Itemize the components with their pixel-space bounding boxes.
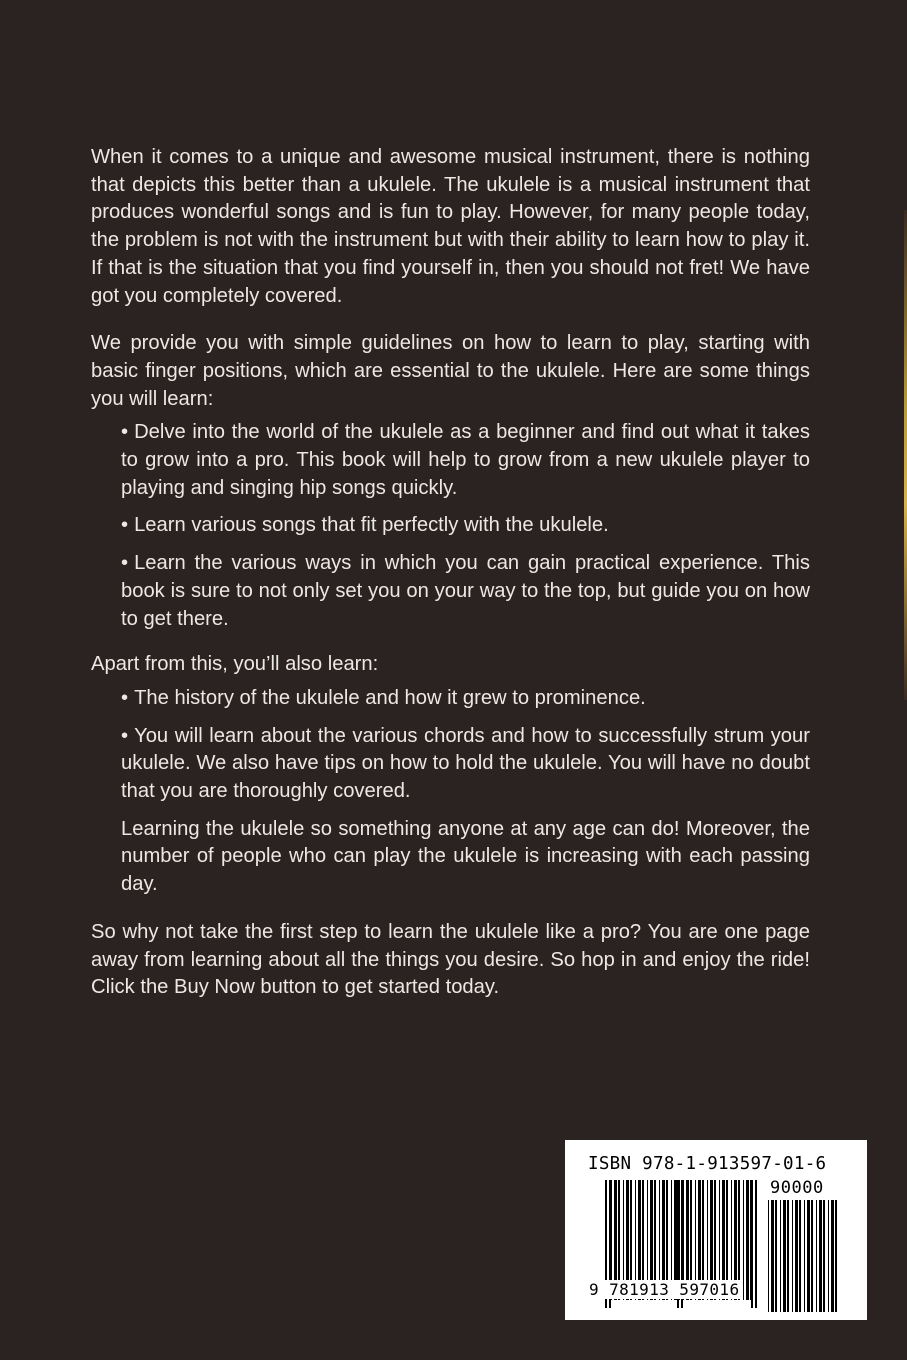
back-cover-description (91, 144, 810, 1002)
bullet-icon: • (121, 421, 129, 444)
list-item: • Learn the various ways in which you can gain practical experience. This book is sure to not only set you on your way to the top, but guide you on how to get there. (121, 552, 810, 630)
list-item: • The history of the ukulele and how it grew to prominence. (121, 686, 646, 709)
intro-paragraph: When it comes to a unique and awesome musical instrument, there is nothing that depicts this better than a ukulele. The ukulele is a musical instrument that produces wonderful songs and is fun to play. However, for many people today, the problem is not with the instrument but with their ability to learn how to play it. If that is the situation that you find yourself in, then you should not fret! We have got you completely covered. (91, 146, 810, 307)
isbn-barcode (565, 1140, 867, 1320)
list-item: • You will learn about the various chords and how to successfully strum your ukulele. We also have tips on how to hold the ukulele. You will have no doubt that you are thoroughly covered. (121, 724, 810, 803)
closing-paragraph: So why not take the first step to learn the ukulele like a pro? You are one page away from learning about all the things you desire. So hop in and enjoy the ride! Click the Buy Now button to get started today. (91, 920, 810, 999)
also-learn-list (91, 685, 810, 806)
bullet-icon: • (121, 514, 129, 537)
price-code-label: 90000 (770, 1178, 824, 1198)
apart-paragraph: Apart from this, you’ll also learn: (91, 653, 379, 676)
list-item: • Delve into the world of the ukulele as a beginner and find out what it takes to grow into a pro. This book will help to grow from a new ukulele player to playing and singing hip songs quickly. (121, 421, 810, 499)
anyone-paragraph: Learning the ukulele so something anyone at any age can do! Moreover, the number of people who can play the ukulele is increasing with each passing day. (121, 817, 810, 896)
bullet-icon: • (121, 724, 129, 747)
learn-list (91, 419, 810, 633)
list-item: • Learn various songs that fit perfectly with the ukulele. (121, 514, 609, 537)
bullet-icon: • (121, 686, 129, 709)
bullet-icon: • (121, 552, 129, 575)
ean-number: 9 781913 597016 (589, 1280, 740, 1299)
guidelines-paragraph: We provide you with simple guidelines on how to learn to play, starting with basic finger positions, which are essential to the ukulele. Here are some things you will learn: (91, 332, 810, 410)
isbn-label: ISBN 978-1-913597-01-6 (588, 1154, 827, 1174)
